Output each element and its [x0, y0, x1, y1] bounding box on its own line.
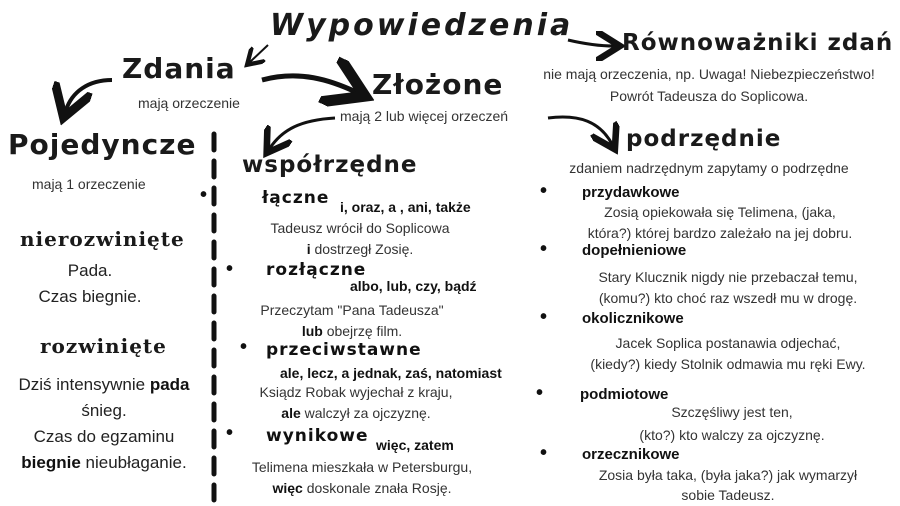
- arrow-title-to-rownowazniki: [568, 40, 614, 46]
- podrzedne-title: podrzędnie: [626, 126, 782, 152]
- rozlaczne-conj: albo, lub, czy, bądź: [350, 278, 477, 294]
- bullet-dopelnieniowe: •: [540, 238, 548, 260]
- wspolrzedne-title: współrzędne: [242, 152, 418, 178]
- rozwiniete-example-3: Czas do egzaminu: [33, 427, 175, 446]
- rozlaczne-example-1: Przeczytam "Pana Tadeusza": [260, 302, 444, 318]
- przeciwstawne-example-2: ale walczył za ojczyznę.: [281, 405, 431, 421]
- zdania-title: Zdania: [122, 52, 236, 85]
- rozwiniete-example-2: śnieg.: [81, 401, 127, 420]
- arrow-title-to-zdania: [250, 45, 268, 62]
- bullet-przeciwstawne: •: [240, 336, 248, 358]
- wynikowe-conj: więc, zatem: [376, 437, 454, 453]
- przeciwstawne-conj: ale, lecz, a jednak, zaś, natomiast: [280, 365, 502, 381]
- wynikowe-example-1: Telimena mieszkała w Petersburgu,: [251, 459, 473, 475]
- rownowazniki-desc-2: Powrót Tadeusza do Soplicowa.: [609, 88, 809, 104]
- nierozwiniete-title: nierozwinięte: [20, 227, 185, 251]
- arrow-zdania-to-pojedyncze: [66, 80, 112, 110]
- wynikowe-name: wynikowe: [266, 426, 369, 446]
- przeciwstawne-example-1: Ksiądz Robak wyjechał z kraju,: [259, 384, 453, 400]
- arrow-zdania-to-zlozone: [262, 76, 356, 92]
- dopelnieniowe-example-1: Stary Klucznik nigdy nie przebaczał temu,: [598, 269, 858, 285]
- bullet-laczne: •: [200, 184, 208, 206]
- okolicznikowe-name: okolicznikowe: [582, 310, 684, 327]
- podmiotowe-name: podmiotowe: [580, 386, 669, 403]
- podmiotowe-example-1: Szczęśliwy jest ten,: [671, 404, 793, 420]
- rozlaczne-example-2: lub obejrzę film.: [301, 323, 403, 339]
- okolicznikowe-example-1: Jacek Soplica postanawia odjechać,: [615, 335, 841, 351]
- bullet-rozlaczne: •: [226, 258, 234, 280]
- arrow-zlozone-to-podrzedne: [548, 117, 612, 144]
- wynikowe-example-2: więc doskonale znała Rosję.: [272, 480, 452, 496]
- nierozwiniete-example-1: Pada.: [67, 261, 113, 280]
- bullet-podmiotowe: •: [536, 382, 544, 404]
- laczne-example-1: Tadeusz wrócił do Soplicowa: [270, 220, 450, 236]
- rozwiniete-title: rozwinięte: [40, 334, 167, 358]
- laczne-name: łączne: [262, 188, 330, 208]
- okolicznikowe-example-2: (kiedy?) kiedy Stolnik odmawia mu ręki Ewy.: [590, 356, 866, 372]
- bullet-orzecznikowe: •: [540, 442, 548, 464]
- pojedyncze-title: Pojedyncze: [8, 128, 197, 161]
- zlozone-title: Złożone: [372, 68, 504, 101]
- bullet-wynikowe: •: [226, 422, 234, 444]
- zlozone-desc: mają 2 lub więcej orzeczeń: [340, 108, 509, 124]
- bullet-przydawkowe: •: [540, 180, 548, 202]
- podrzedne-desc: zdaniem nadrzędnym zapytamy o podrzędne: [569, 160, 849, 176]
- dopelnieniowe-example-2: (komu?) kto choć raz wszedł mu w drogę.: [598, 290, 858, 306]
- podmiotowe-example-2: (kto?) kto walczy za ojczyznę.: [639, 427, 825, 443]
- rozlaczne-name: rozłączne: [266, 260, 367, 280]
- rozwiniete-example-1: Dziś intensywnie pada: [18, 375, 190, 394]
- przydawkowe-example-2: która?) której bardzo zależało na jej dobru.: [587, 225, 853, 241]
- rozwiniete-example-4: biegnie nieubłaganie.: [21, 453, 187, 472]
- main-title: Wypowiedzenia: [270, 8, 574, 43]
- orzecznikowe-example-2: sobie Tadeusz.: [681, 487, 775, 503]
- dopelnieniowe-name: dopełnieniowe: [582, 242, 687, 259]
- orzecznikowe-name: orzecznikowe: [582, 446, 680, 463]
- arrow-zlozone-to-wspolrzedne: [270, 118, 335, 148]
- przydawkowe-name: przydawkowe: [582, 184, 680, 201]
- nierozwiniete-example-2: Czas biegnie.: [38, 287, 142, 306]
- laczne-example-2: i dostrzegł Zosię.: [306, 241, 414, 257]
- pojedyncze-desc: mają 1 orzeczenie: [32, 176, 146, 192]
- rownowazniki-desc-1: nie mają orzeczenia, np. Uwaga! Niebezpieczeństwo!: [543, 66, 875, 82]
- bullet-okolicznikowe: •: [540, 306, 548, 328]
- orzecznikowe-example-1: Zosia była taka, (była jaka?) jak wymarzył: [598, 467, 858, 483]
- przeciwstawne-name: przeciwstawne: [266, 340, 422, 360]
- przydawkowe-example-1: Zosią opiekowała się Telimena, (jaka,: [604, 204, 836, 220]
- zdania-desc: mają orzeczenie: [138, 95, 240, 111]
- laczne-conj: i, oraz, a , ani, także: [340, 199, 471, 215]
- rownowazniki-title: Równoważniki zdań: [622, 30, 894, 56]
